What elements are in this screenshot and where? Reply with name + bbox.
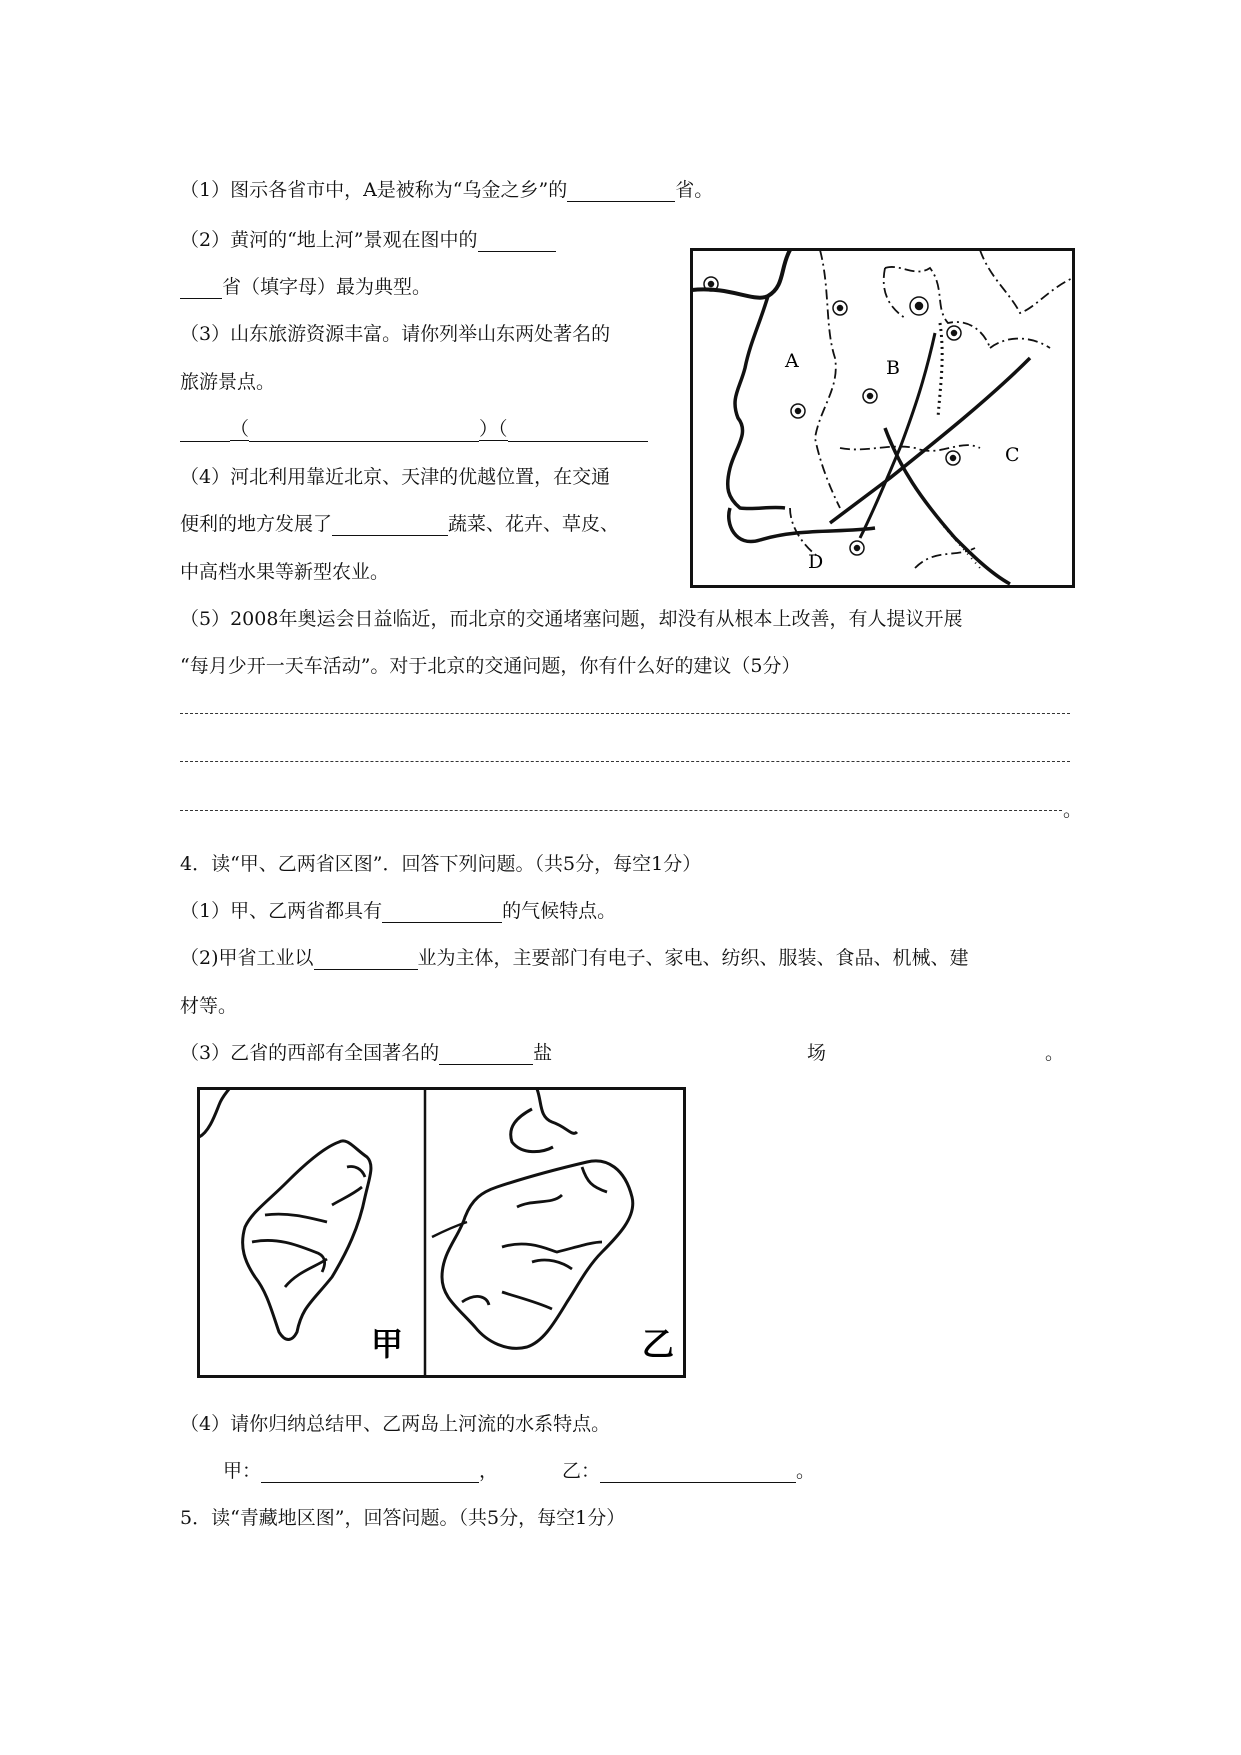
map-label-yi: 乙 — [642, 1325, 675, 1363]
answer-blank-yi[interactable] — [600, 1462, 796, 1483]
answer-blank[interactable] — [249, 421, 479, 442]
answer-line[interactable] — [180, 810, 1062, 811]
q3-part2-cont: 省（填字母）最为典型。 — [180, 275, 431, 299]
map-label-c: C — [1005, 444, 1020, 466]
q3-part4: （4）河北利用靠近北京、天津的优越位置，在交通 — [180, 466, 611, 488]
answer-end-mark: 。 — [1063, 799, 1083, 821]
region-map-abcd — [690, 248, 1075, 588]
map-label-jia: 甲 — [371, 1325, 404, 1363]
q3-part5: （5）2008年奥运会日益临近，而北京的交通堵塞问题，却没有从根本上改善，有人提议开展 — [180, 608, 963, 630]
answer-blank-jia[interactable] — [261, 1462, 479, 1483]
q4-part1: （1）甲、乙两省都具有 的气候特点。 — [180, 900, 617, 922]
answer-line[interactable] — [180, 761, 1070, 762]
q3-part4-cont: 便利的地方发展了 蔬菜、花卉、草皮、 — [180, 513, 620, 535]
q3-part3: （3）山东旅游资源丰富。请你列举山东两处著名的 — [180, 323, 611, 345]
q5-title: 5．读“青藏地区图”，回答问题。（共5分，每空1分） — [180, 1507, 626, 1529]
q4-part2: （2)甲省工业以 业为主体，主要部门有电子、家电、纺织、服装、食品、机械、建 — [180, 947, 969, 969]
q4-part4: （4）请你归纳总结甲、乙两岛上河流的水系特点。 — [180, 1413, 611, 1435]
answer-blank[interactable] — [314, 949, 418, 970]
q4-part3: （3）乙省的西部有全国著名的 盐 场 。 — [180, 1042, 1065, 1064]
answer-blank[interactable] — [478, 231, 556, 252]
q4-part4-answers: 甲： ， 乙： 。 — [223, 1460, 816, 1482]
answer-blank[interactable] — [180, 278, 222, 299]
map-label-a: A — [785, 350, 799, 372]
answer-blank[interactable] — [508, 421, 648, 442]
q3-part5-cont: “每月少开一天车活动”。对于北京的交通问题，你有什么好的建议（5分） — [180, 655, 801, 677]
q3-part3-cont: 旅游景点。 — [180, 371, 276, 393]
answer-blank[interactable] — [180, 421, 230, 442]
answer-blank[interactable] — [332, 515, 448, 536]
q3-part1: （1）图示各省市中，A是被称为“乌金之乡”的 省。 — [180, 179, 714, 201]
answer-line[interactable] — [180, 713, 1070, 714]
answer-blank[interactable] — [439, 1044, 533, 1065]
q3-part2: （2）黄河的“地上河”景观在图中的 — [180, 228, 556, 252]
islands-map — [197, 1087, 687, 1379]
answer-blank[interactable] — [567, 181, 675, 202]
answer-blank[interactable] — [382, 902, 502, 923]
map-label-b: B — [886, 357, 900, 379]
q4-part2-cont: 材等。 — [180, 995, 238, 1017]
q4-title: 4．读“甲、乙两省区图”．回答下列问题。（共5分，每空1分） — [180, 853, 702, 875]
map-label-d: D — [808, 551, 824, 573]
q3-part4-cont2: 中高档水果等新型农业。 — [180, 561, 390, 583]
q3-part3-blanks: （ ）（ — [180, 417, 648, 442]
